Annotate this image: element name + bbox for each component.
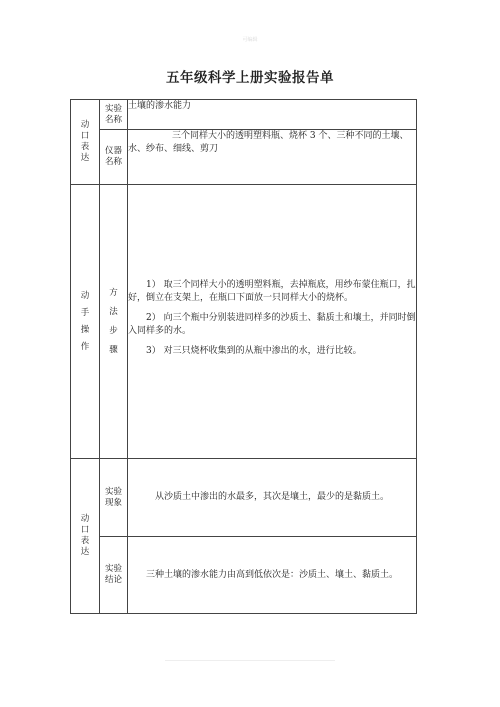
footer-divider (165, 660, 335, 661)
report-table (70, 99, 417, 614)
phenomenon-value: 从沙质土中渗出的水最多，其次是壤土，最少的是黏质土。 (128, 459, 417, 537)
row-phenomenon (71, 459, 417, 537)
instrument-name-label: 仪器 名称 (100, 130, 128, 185)
row-instrument-name (71, 130, 417, 185)
experiment-name-value: 土壤的渗水能力 (128, 100, 417, 130)
conclusion-label: 实验 结论 (100, 537, 128, 614)
procedure-step: 2） 向三个瓶中分别装进同样多的沙质土、黏质土和壤土，并同时倒入同样多的水。 (128, 312, 416, 336)
row-conclusion (71, 537, 417, 614)
procedure-step: 3） 对三只烧杯收集到的从瓶中渗出的水，进行比较。 (146, 345, 362, 356)
section3-side-label: 动 口 表 达 (71, 459, 100, 614)
row-experiment-name (71, 100, 417, 130)
watermark: 可编辑 (242, 37, 258, 43)
section1-side-label: 动 口 表 达 (71, 100, 100, 185)
instrument-name-value: 三个同样大小的透明塑料瓶、烧杯 3 个、三种不同的土壤、水、纱布、细线、剪刀 (128, 130, 417, 185)
phenomenon-label: 实验 现象 (100, 459, 128, 537)
row-procedure (71, 185, 417, 459)
conclusion-value: 三种土壤的渗水能力由高到低依次是：沙质土、壤土、黏质土。 (128, 537, 417, 614)
section2-side-label: 动 手 操 作 (71, 185, 100, 459)
experiment-name-label: 实验 名称 (100, 100, 128, 130)
page-title: 五年级科学上册实验报告单 (166, 70, 334, 86)
procedure-step: 1） 取三个同样大小的透明塑料瓶，去掉瓶底，用纱布蒙住瓶口，扎好，倒立在支架上，在瓶口下面放一只同样大小的烧杯。 (128, 279, 416, 303)
procedure-label: 方 法 步 骤 (100, 185, 128, 459)
procedure-steps (128, 185, 417, 459)
